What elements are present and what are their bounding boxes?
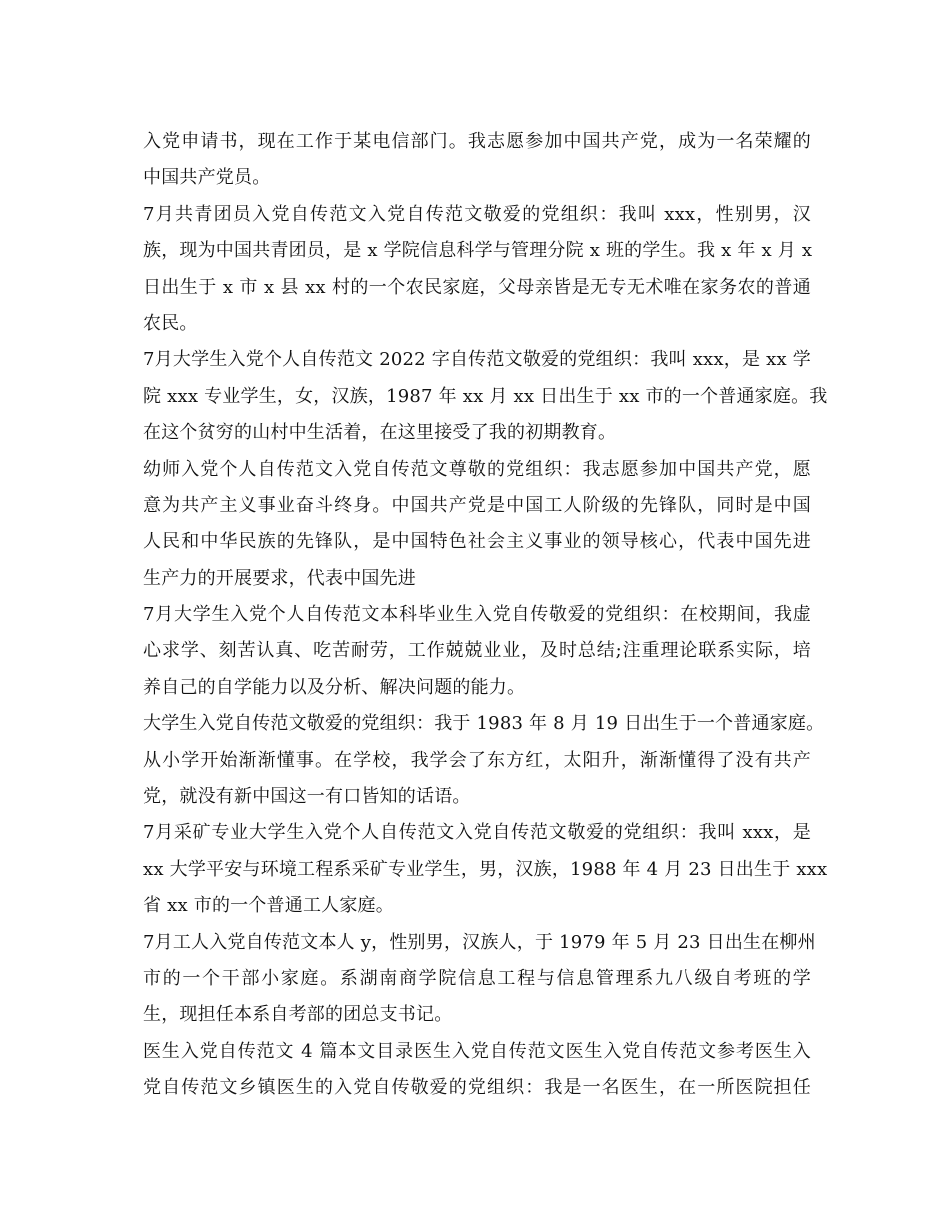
text-line: 医生入党自传范文 4 篇本文目录医生入党自传范文医生入党自传范文参考医生入 [143,1040,811,1062]
text-line: 生，现担任本系自考部的团总支书记。 [143,1004,453,1026]
text-line: 人民和中华民族的先锋队，是中国特色社会主义事业的领导核心，代表中国先进 [143,531,811,553]
text-line: 农民。 [143,312,198,334]
text-line: 在这个贫穷的山村中生活着，在这里接受了我的初期教育。 [143,422,617,444]
text-line: 幼师入党个人自传范文入党自传范文尊敬的党组织：我志愿参加中国共产党，愿 [143,458,811,480]
text-line: 从小学开始渐渐懂事。在学校，我学会了东方红，太阳升，渐渐懂得了没有共产 [143,749,811,771]
text-line: 7月大学生入党个人自传范文 2022 字自传范文敬爱的党组织：我叫 xxx，是 xx 学 [143,349,811,371]
document-body [143,124,828,1107]
text-line: 党，就没有新中国这一有口皆知的话语。 [143,786,471,808]
text-line: 养自己的自学能力以及分析、解决问题的能力。 [143,676,526,698]
text-line: 大学生入党自传范文敬爱的党组织：我于 1983 年 8 月 19 日出生于一个普通家庭。 [143,713,825,735]
text-line: xx 大学平安与环境工程系采矿专业学生，男，汉族，1988 年 4 月 23 日出生于 xxx [143,858,828,880]
text-line: 7月大学生入党个人自传范文本科毕业生入党自传敬爱的党组织：在校期间，我虚 [143,604,811,626]
text-line: 族，现为中国共青团员，是 x 学院信息科学与管理分院 x 班的学生。我 x 年 x 月 x [143,240,813,262]
text-line: 意为共产主义事业奋斗终身。中国共产党是中国工人阶级的先锋队，同时是中国 [143,494,811,516]
text-line: 日出生于 x 市 x 县 xx 村的一个农民家庭，父母亲皆是无专无术唯在家务农的普通 [143,276,811,298]
text-line: 7月采矿专业大学生入党个人自传范文入党自传范文敬爱的党组织：我叫 xxx，是 [143,822,811,844]
text-line: 生产力的开展要求，代表中国先进 [143,567,416,589]
text-line: 7月共青团员入党自传范文入党自传范文敬爱的党组织：我叫 xxx，性别男，汉 [143,203,811,225]
text-line: 心求学、刻苦认真、吃苦耐劳，工作兢兢业业，及时总结;注重理论联系实际，培 [143,640,811,662]
text-line: 7月工人入党自传范文本人 y，性别男，汉族人，于 1979 年 5 月 23 日出生在柳州 [143,931,816,953]
text-line: 省 xx 市的一个普通工人家庭。 [143,895,394,917]
text-line: 党自传范文乡镇医生的入党自传敬爱的党组织：我是一名医生，在一所医院担任 [143,1077,811,1099]
text-line: 中国共产党员。 [143,167,271,189]
text-line: 市的一个干部小家庭。系湖南商学院信息工程与信息管理系九八级自考班的学 [143,967,811,989]
text-line: 院 xxx 专业学生，女，汉族，1987 年 xx 月 xx 日出生于 xx 市的一个普通家庭。我 [143,385,828,407]
text-line: 入党申请书，现在工作于某电信部门。我志愿参加中国共产党，成为一名荣耀的 [143,131,811,152]
